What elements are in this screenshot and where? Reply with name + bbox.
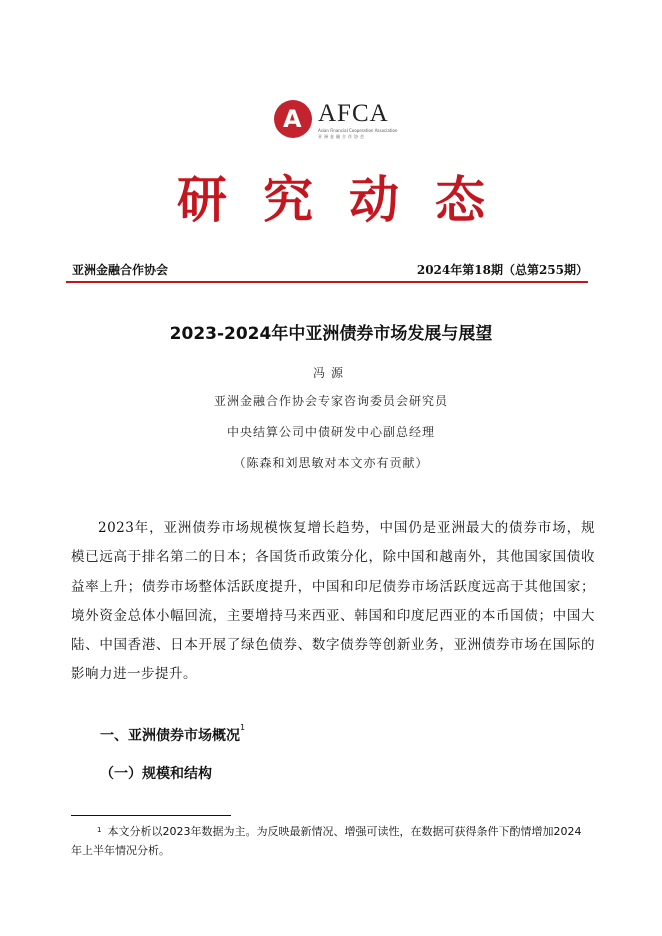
footnote-text: 本文分析以2023年数据为主。为反映最新情况、增强可读性，在数据可获得条件下酌情增加2024年上半年情况分析。: [71, 825, 582, 857]
logo-mark-letter: A: [283, 105, 302, 133]
contributors-note: （陈森和刘思敏对本文亦有贡献）: [233, 456, 429, 470]
author-affiliation-1: 亚洲金融合作协会专家咨询委员会研究员: [213, 394, 448, 408]
masthead-title: 研究动态: [177, 170, 521, 229]
logo-subtitle-en: Asian Financial Cooperation Association: [318, 128, 398, 133]
logo-text: AFCA: [318, 100, 389, 127]
footnote-reference[interactable]: 1: [240, 723, 246, 732]
article-title: 2023-2024年中亚洲债券市场发展与展望: [169, 324, 493, 344]
header-issue-number: 2024年第18期（总第255期）: [416, 263, 588, 277]
afca-logo-mark: [274, 100, 312, 138]
logo-subtitle-cn: 亚洲金融合作协会: [318, 134, 366, 139]
abstract-paragraph: 2023年，亚洲债券市场规模恢复增长趋势，中国仍是亚洲最大的债券市场，规模已远高于排名第二的日本；各国货币政策分化，除中国和越南外，其他国家国债收益率上升；债券市场整体活跃度提升，中国和印尼债券市场活跃度远高于其他国家；境外资金总体小幅回流，主要增持马来西亚、韩国和印度尼西亚的本币国债；中国大陆、中国香港、日本开展了绿色债券、数字债券等创新业务，亚洲债券市场在国际的影响力进一步提升。: [71, 520, 595, 683]
footnote: [71, 822, 591, 860]
footnote-divider: [71, 815, 231, 816]
author-affiliation-2: 中央结算公司中债研发中心副总经理: [226, 425, 435, 439]
footnote-marker: 1: [97, 826, 102, 834]
section-heading: [100, 725, 245, 745]
header-divider: [66, 281, 588, 283]
section-heading-text: 一、亚洲债券市场概况: [100, 728, 240, 744]
subsection-heading: （一）规模和结构: [100, 766, 212, 782]
header-organization: 亚洲金融合作协会: [72, 263, 169, 277]
article-author: 冯源: [312, 366, 349, 380]
afca-logo: [274, 100, 404, 142]
